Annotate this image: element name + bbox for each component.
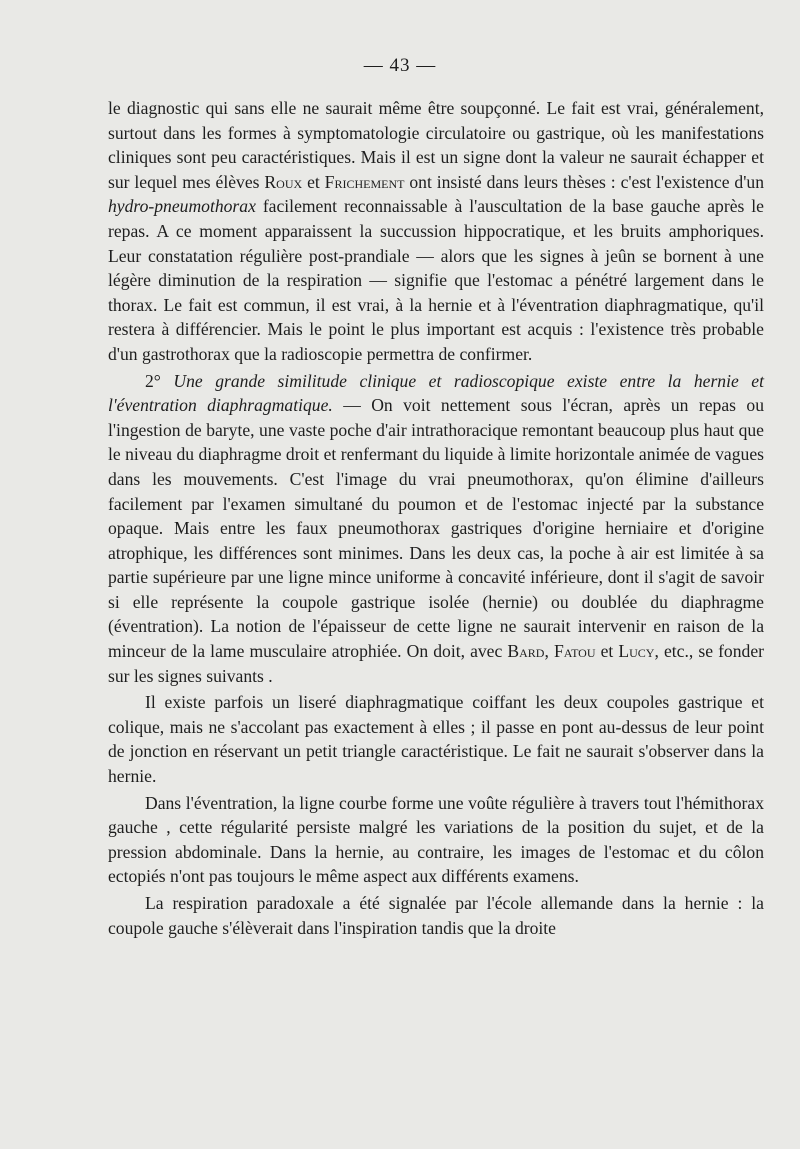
text-run: le diagnostic qui sans elle ne saurait même être soupçonné. Le fait est vrai, généralement, surtout dans les formes à symptomatologie circulatoire ou gastrique, où les manifestations cliniques sont peu caractéristiques. Mais il est un signe dont la valeur ne saurait échapper et sur lequel mes élèves	[108, 98, 764, 192]
author-name-fatou: Fatou	[553, 641, 596, 662]
paragraph-3: Il existe parfois un liseré diaphragmatique coiffant les deux coupoles gastrique et colique, mais ne s'accolant pas exactement à elles ; il passe en pont au-dessus de leur point de jonction en réservant un petit triangle caractéristique. Le fait ne saurait s'observer dans la hernie.	[108, 692, 764, 787]
section-heading: Une grande similitude clinique et radioscopique existe entre la hernie et l'éventration diaphragmatique.	[108, 370, 764, 416]
text-run: et	[302, 171, 325, 192]
text-run: ont insisté dans leurs thèses : c'est l'existence d'un	[404, 171, 764, 192]
paragraph-1	[108, 96, 764, 367]
body-text	[108, 96, 764, 940]
text-run: , etc., se fonder sur les signes suivants .	[108, 641, 764, 686]
page-number: — 43 —	[363, 55, 437, 76]
text-run: facilement reconnaissable à l'auscultation de la base gauche après le repas. A ce moment apparaissent la succussion hippocratique, et les bruits amphoriques. Leur constatation régulière post-prandiale — alors que les signes à jeûn se bornent à une légère diminution de la respiration — signifie que l'estomac a pénétré largement dans le thorax. Le fait est commun, il est vrai, à la hernie et à l'éventration diaphragmatique, qu'il restera à différencier. Mais le point le plus important est acquis : l'existence très probable d'un gastrothorax que la radioscopie permettra de confirmer.	[108, 196, 764, 364]
paragraph-5: La respiration paradoxale a été signalée par l'école allemande dans la hernie : la coupole gauche s'élèverait dans l'inspiration tandis que la droite	[108, 893, 764, 938]
text-run: et	[595, 641, 619, 662]
author-name-frichement: Frichement	[324, 171, 405, 192]
text-run: — On voit nettement sous l'écran, après un repas ou l'ingestion de baryte, une vaste poche d'air intrathoracique remontant beaucoup plus haut que le niveau du diaphragme droit et renfermant du liquide à limite horizontale animée de vagues dans les mouvements. C'est l'image du vrai pneumothorax, qu'on élimine d'ailleurs facilement par l'examen simultané du poumon et de l'estomac injecté par la substance opaque. Mais entre les faux pneumothorax gastriques d'origine herniaire et d'origine atrophique, les différences sont minimes. Dans les deux cas, la poche à air est limitée à sa partie supérieure par une ligne mince uniforme à concavité inférieure, dont il s'agit de savoir si elle représente la coupole gastrique isolée (hernie) ou doublée du diaphragme (éventration). La notion de l'épaisseur de cette ligne ne saurait intervenir en raison de la minceur de la lame musculaire atrophiée. On doit, avec	[108, 395, 764, 662]
text-run: ,	[544, 641, 554, 662]
author-name-lucy: Lucy	[618, 641, 655, 662]
author-name-roux: Roux	[264, 171, 303, 192]
italic-term: hydro-pneumothorax	[108, 196, 256, 217]
section-number: 2°	[145, 370, 161, 391]
paragraph-4: Dans l'éventration, la ligne courbe forme une voûte régulière à travers tout l'hémithorax gauche , cette régularité persiste malgré les variations de la position du sujet, et de la pression abdominale. Dans la hernie, au contraire, les images de l'estomac et du côlon ectopiés n'ont pas toujours le même aspect aux différents examens.	[108, 792, 764, 887]
author-name-bard: Bard	[507, 641, 545, 662]
paragraph-2	[108, 369, 764, 689]
